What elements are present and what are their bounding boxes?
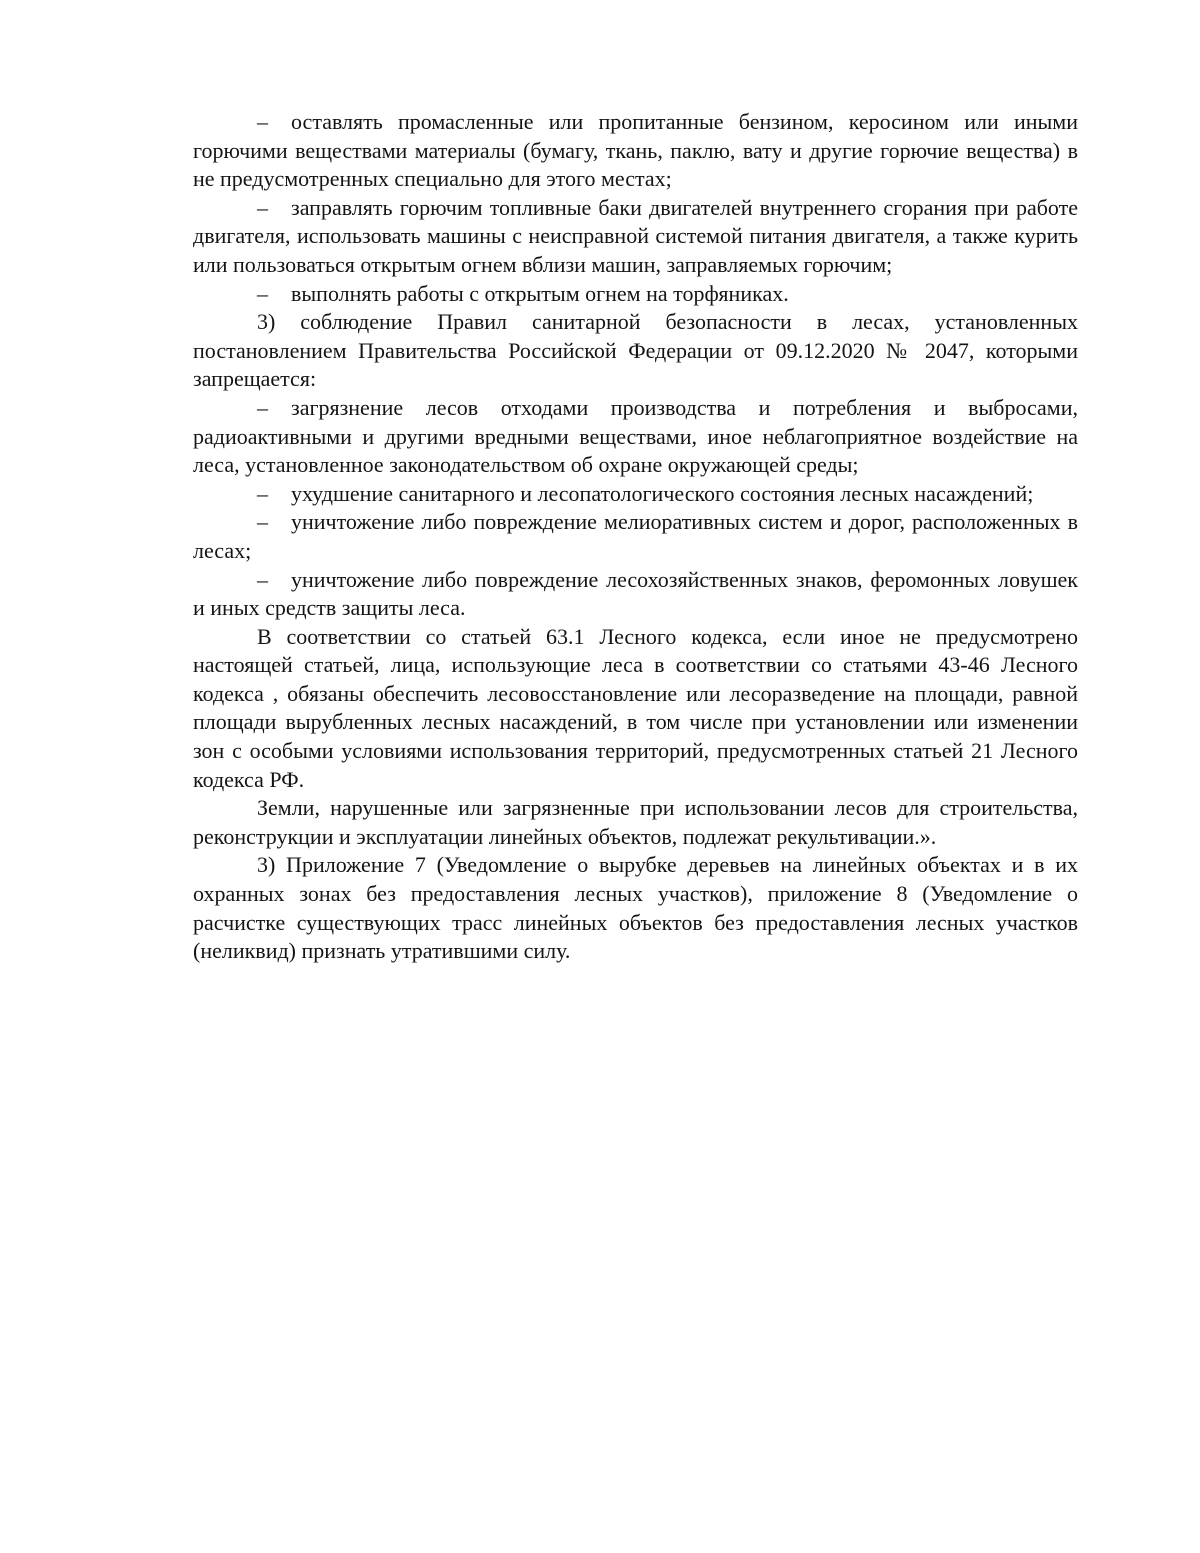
bullet-text: оставлять промасленные или пропитанные бензином, керосином или иными горючими веществами материалы (бумагу, ткань, паклю, вату и другие горючие вещества) в не предусмотренных специально для этого местах; (193, 109, 1078, 192)
bullet-item (193, 480, 1078, 509)
dash-marker: – (257, 509, 268, 535)
bullet-text: загрязнение лесов отходами производства и потребления и выбросами, радиоактивными и другими вредными веществами, иное неблагоприятное воздействие на леса, установленное законодательством об охране окружающей среды; (193, 394, 1078, 478)
body-paragraph: 3) Приложение 7 (Уведомление о вырубке деревьев на линейных объектах и в их охранных зонах без предоставления лесных участков), приложение 8 (Уведомление о расчистке существующих трасс линейных объектов без предоставления лесных участков (неликвид) признать утратившими силу. (193, 852, 1078, 964)
bullet-item (193, 394, 1078, 480)
dash-marker: – (257, 194, 268, 220)
document-body (193, 108, 1078, 966)
bullet-text: заправлять горючим топливные баки двигателей внутреннего сгорания при работе двигателя, использовать машины с неисправной системой питания двигателя, а также курить или пользоваться открытым огнем вблизи машин, заправляемых горючим; (193, 194, 1078, 277)
dash-marker: – (257, 394, 268, 420)
bullet-text: ухудшение санитарного и лесопатологического состояния лесных насаждений; (291, 480, 1034, 506)
bullet-item (193, 566, 1078, 623)
dash-marker: – (257, 566, 268, 592)
bullet-item (193, 508, 1078, 565)
body-paragraph: 3) соблюдение Правил санитарной безопасности в лесах, установленных постановлением Правительства Российской Федерации от 09.12.2020 № 2047, которыми запрещается: (193, 309, 1078, 392)
bullet-text: уничтожение либо повреждение лесохозяйственных знаков, феромонных ловушек и иных средств защиты леса. (193, 566, 1078, 621)
bullet-item (193, 108, 1078, 194)
dash-marker: – (257, 480, 268, 506)
bullet-item (193, 280, 1078, 309)
dash-marker: – (257, 280, 268, 306)
bullet-item (193, 194, 1078, 280)
bullet-text: выполнять работы с открытым огнем на торфяниках. (291, 280, 789, 306)
dash-marker: – (257, 109, 268, 134)
body-paragraph: В соответствии со статьей 63.1 Лесного кодекса, если иное не предусмотрено настоящей статьей, лица, использующие леса в соответствии со статьями 43-46 Лесного кодекса , обязаны обеспечить лесовосстановление или лесоразведение на площади, равной площади вырубленных лесных насаждений, в том числе при установлении или изменении зон с особыми условиями использования территорий, предусмотренных статьей 21 Лесного кодекса РФ. (193, 623, 1078, 792)
bullet-text: уничтожение либо повреждение мелиоративных систем и дорог, расположенных в лесах; (193, 509, 1078, 563)
body-paragraph: Земли, нарушенные или загрязненные при использовании лесов для строительства, реконструкции и эксплуатации линейных объектов, подлежат рекультивации.». (193, 795, 1078, 849)
